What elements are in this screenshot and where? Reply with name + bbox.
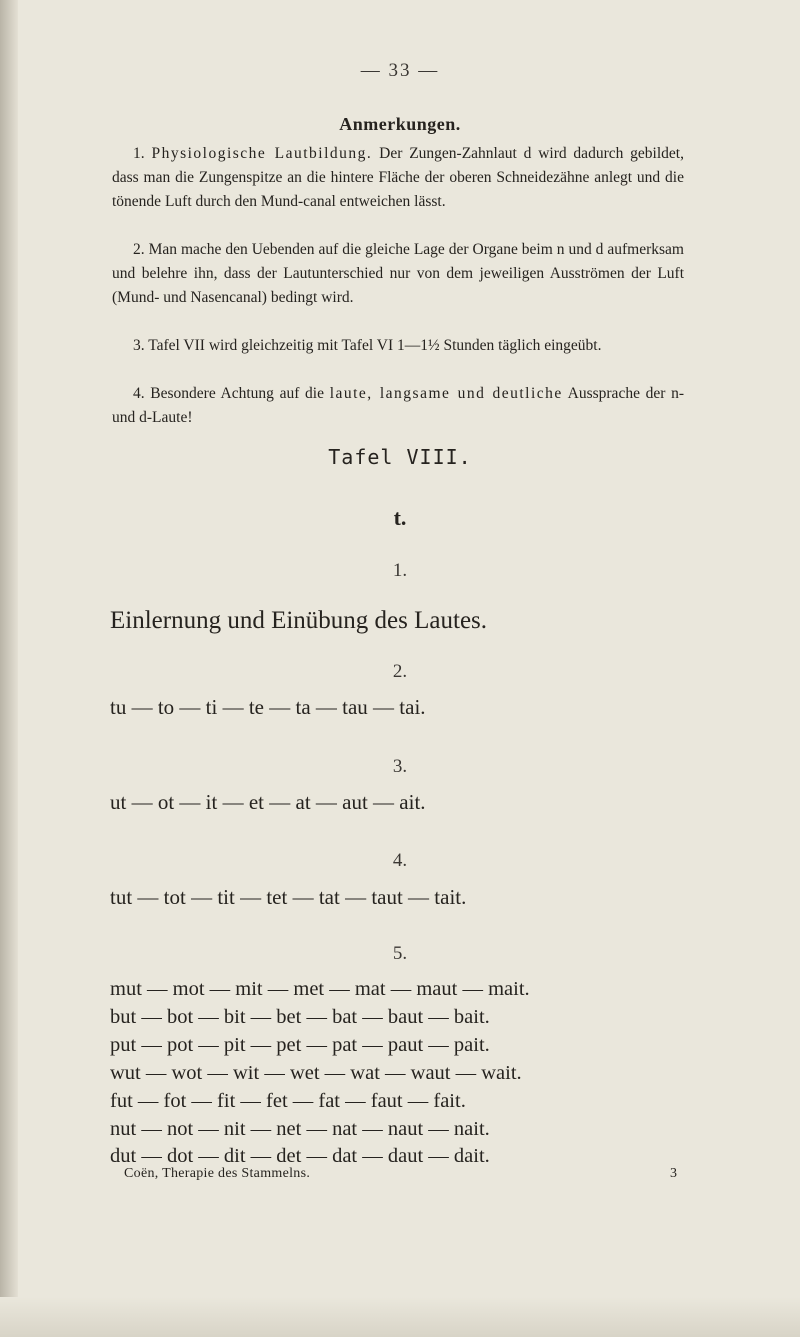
- note-3-text: 3. Tafel VII wird gleichzeitig mit Tafel VI 1—1½ Stunden täglich eingeübt.: [133, 337, 602, 354]
- note-4-suffix: Aussprache der n- und d-Laute!: [112, 385, 685, 426]
- tafel-title: Tafel VIII.: [328, 445, 472, 469]
- section-2-number: 2.: [392, 661, 408, 682]
- section-5-line: nut — not — nit — net — nat — naut — nait.: [110, 1118, 490, 1140]
- note-4-spaced: laute, langsame und deutliche: [329, 385, 563, 402]
- section-3-number: 3.: [392, 756, 408, 777]
- section-1-number: 1.: [392, 560, 408, 581]
- page-number: — 33 —: [360, 60, 440, 81]
- section-5-line: dut — dot — dit — det — dat — daut — dait.: [110, 1145, 490, 1167]
- section-5-line: put — pot — pit — pet — pat — paut — pait.: [110, 1034, 490, 1056]
- note-2-text: 2. Man mache den Uebenden auf die gleiche Lage der Organe beim n und d aufmerksam und belehre ihn, dass der Lautunterschied nur von dem jeweiligen Ausströmen der Luft (Mund- und Nasencanal) bedingt wird.: [112, 241, 684, 306]
- section-5-line: fut — fot — fit — fet — fat — faut — fait.: [110, 1090, 466, 1112]
- note-4-prefix: 4. Besondere Achtung auf die: [133, 385, 324, 402]
- section-5-line: but — bot — bit — bet — bat — baut — bait.: [110, 1006, 490, 1028]
- section-5-number: 5.: [392, 943, 408, 964]
- note-1-text: Der Zungen-Zahnlaut d wird dadurch gebildet, dass man die Zungenspitze an die hintere Fläche der oberen Schneidezähne anlegt und die tönende Luft durch den Mund-canal entweichen lässt.: [112, 145, 684, 210]
- footer-source: Coën, Therapie des Stammelns.: [124, 1166, 311, 1181]
- section-5-line: wut — wot — wit — wet — wat — waut — wait.: [110, 1062, 522, 1084]
- note-1-number: 1.: [133, 145, 145, 162]
- note-2: [112, 238, 684, 310]
- notes-heading: Anmerkungen.: [339, 114, 461, 134]
- section-5-line: mut — mot — mit — met — mat — maut — mait.: [110, 978, 530, 1000]
- note-3: [112, 334, 684, 358]
- section-4-line: tut — tot — tit — tet — tat — taut — tait.: [110, 885, 467, 909]
- note-1-term: Physiologische Lautbildung.: [151, 145, 373, 162]
- tafel-letter: t.: [393, 505, 407, 530]
- note-4: [112, 382, 684, 430]
- note-1: [112, 142, 684, 214]
- page-bottom-edge: [0, 1297, 800, 1337]
- tafel-subtitle: Einlernung und Einübung des Lautes.: [110, 607, 488, 634]
- footer-signature-mark: 3: [670, 1166, 677, 1181]
- section-3-line: ut — ot — it — et — at — aut — ait.: [110, 790, 426, 814]
- section-2-line: tu — to — ti — te — ta — tau — tai.: [110, 695, 426, 719]
- section-4-number: 4.: [392, 850, 408, 871]
